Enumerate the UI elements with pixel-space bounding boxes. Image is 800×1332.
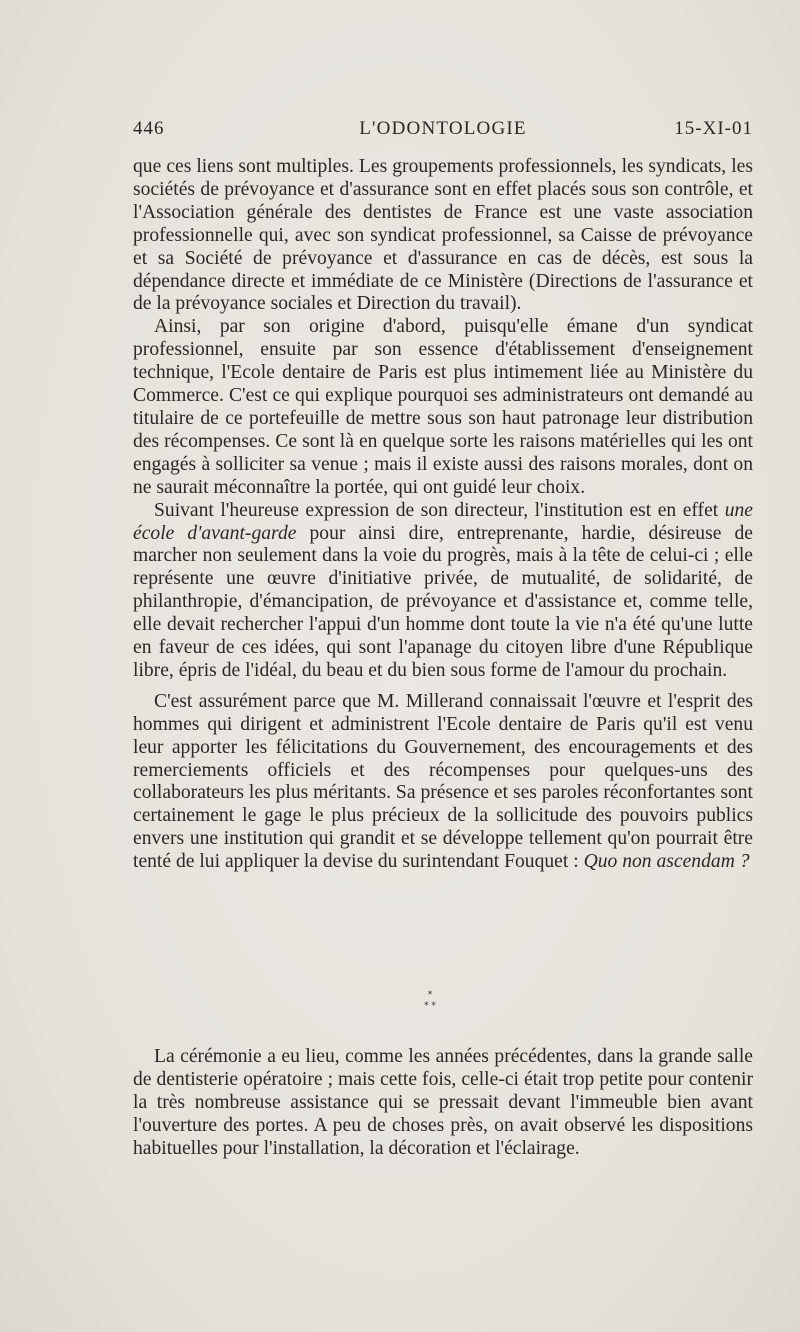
running-header <box>133 118 753 148</box>
separator-stars-bottom: * * <box>424 1001 436 1011</box>
separator-star-top: * <box>427 990 433 1000</box>
paragraph-4-text: C'est assurément parce que M. Millerand connaissait l'œuvre et l'esprit des hommes qui dirigent et administrent l'Ecole dentaire de Paris qu'il est venu leur apporter les félicitations du Gouvernement, des encouragements et des remerciements officiels et des récompenses pour quelques-uns des collaborateurs les plus méritants. Sa présence et ses paroles réconfortantes sont certainement le gage le plus précieux de la sollicitude des pouvoirs publics envers une institution qui grandit et se développe tellement qu'on pourrait être tenté de lui appliquer la devise du surintendant Fouquet : <box>133 690 753 873</box>
paragraph-1: que ces liens sont multiples. Les groupements professionnels, les syndicats, les sociétés de prévoyance et d'assurance sont en effet placés sous son contrôle, et l'Association générale des dentistes de France est une vaste association professionnelle qui, avec son syndicat professionnel, sa Caisse de prévoyance et sa Société de prévoyance et d'assurance en cas de décès, est sous la dépendance directe et immédiate de ce Ministère (Directions de l'assurance et de la prévoyance sociales et Direction du travail). <box>133 156 753 315</box>
paragraph-2: Ainsi, par son origine d'abord, puisqu'elle émane d'un syndicat professionnel, ensuite par son essence d'établissement d'enseignement technique, l'Ecole dentaire de Paris est plus intimement liée au Ministère du Commerce. C'est ce qui explique pourquoi ses administrateurs ont demandé au titulaire de ce portefeuille de mettre sous son haut patronage leur distribution des récompenses. Ce sont là en quelque sorte les raisons matérielles qui les ont engagés à solliciter sa venue ; mais il existe aussi des raisons morales, dont on ne saurait méconnaître la portée, qui ont guidé leur choix. <box>133 316 753 498</box>
running-title: L'ODONTOLOGIE <box>359 118 527 139</box>
page-number: 446 <box>133 118 165 139</box>
paragraph-4-italic-motto: Quo non ascendam ? <box>583 851 750 873</box>
main-text <box>133 156 753 874</box>
paragraph-4 <box>133 691 753 874</box>
paragraph-3 <box>133 500 753 683</box>
paragraph-3-text-b: pour ainsi dire, entreprenante, hardie, désireuse de marcher non seulement dans la voie du progrès, mais à la tête de celui-ci ; elle représente une œuvre d'initiative privée, de mutualité, de solidarité, de philanthropie, d'émancipation, de prévoyance et d'assistance et, comme telle, elle devait rechercher l'appui d'un homme dont toute la vie n'a été qu'une lutte en faveur de ces idées, qui sont l'apanage du citoyen libre d'une République libre, épris de l'idéal, du beau et du bien sous forme de l'amour du prochain. <box>133 522 753 681</box>
paragraph-3-italic: une école d'avant-garde <box>133 499 753 544</box>
paragraph-5: La cérémonie a eu lieu, comme les années précédentes, dans la grande salle de dentisterie opératoire ; mais cette fois, celle-ci était trop petite pour contenir la très nombreuse assistance qui se pressait devant l'immeuble bien avant l'ouverture des portes. A peu de choses près, on avait observé les dispositions habituelles pour l'installation, la décoration et l'éclairage. <box>133 1046 753 1159</box>
section-text <box>133 1046 753 1161</box>
issue-date: 15-XI-01 <box>674 118 753 139</box>
paragraph-3-text-a: Suivant l'heureuse expression de son directeur, l'institution est en effet <box>154 499 725 521</box>
section-separator <box>410 990 450 1012</box>
